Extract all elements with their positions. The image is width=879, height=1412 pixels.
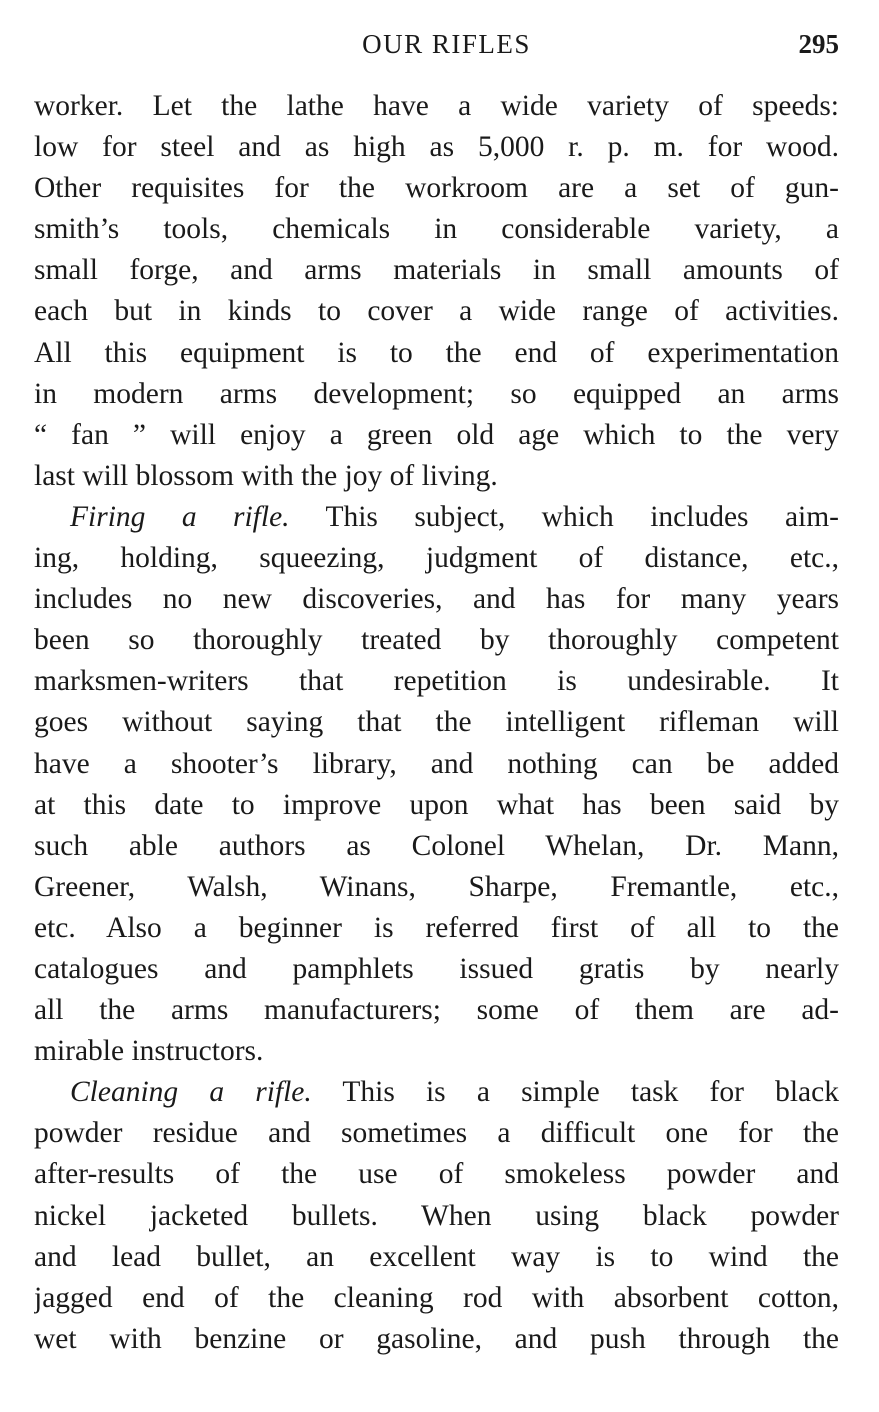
running-title: OUR RIFLES bbox=[362, 29, 531, 59]
text-line: smith’s tools, chemicals in considerable variety, a bbox=[34, 213, 839, 246]
text-line: “ fan ” will enjoy a green old age which to the very bbox=[34, 418, 839, 451]
text-line: jagged end of the cleaning rod with absorbent cotton, bbox=[34, 1281, 839, 1314]
text-line: All this equipment is to the end of experimentation bbox=[34, 336, 839, 369]
text-line: such able authors as Colonel Whelan, Dr. Mann, bbox=[34, 829, 839, 862]
text-run: This subject, which includes aim- bbox=[289, 500, 839, 533]
text-line: includes no new discoveries, and has for many years bbox=[34, 583, 839, 616]
text-line: wet with benzine or gasoline, and push through the bbox=[34, 1322, 839, 1355]
text-line: each but in kinds to cover a wide range of activities. bbox=[34, 295, 839, 328]
text-line: Other requisites for the workroom are a set of gun- bbox=[34, 172, 839, 205]
text-line: all the arms manufacturers; some of them are ad- bbox=[34, 994, 839, 1027]
text-line: after-results of the use of smokeless powder and bbox=[34, 1158, 839, 1191]
text-line: ing, holding, squeezing, judgment of distance, etc., bbox=[34, 542, 839, 575]
text-line: at this date to improve upon what has been said by bbox=[34, 788, 839, 821]
text-line: small forge, and arms materials in small amounts of bbox=[34, 254, 839, 287]
body-text bbox=[34, 86, 839, 1360]
text-line: goes without saying that the intelligent rifleman will bbox=[34, 706, 839, 739]
text-line: catalogues and pamphlets issued gratis by nearly bbox=[34, 952, 839, 985]
paragraph-heading: Cleaning a rifle. bbox=[70, 1076, 312, 1109]
text-line: marksmen-writers that repetition is undesirable. It bbox=[34, 665, 839, 698]
text-line: nickel jacketed bullets. When using black powder bbox=[34, 1199, 839, 1232]
text-line: low for steel and as high as 5,000 r. p. m. for wood. bbox=[34, 131, 839, 164]
text-line: etc. Also a beginner is referred first of all to the bbox=[34, 911, 839, 944]
paragraph-first-line bbox=[34, 497, 839, 538]
text-line: Greener, Walsh, Winans, Sharpe, Fremantle, etc., bbox=[34, 870, 839, 903]
paragraph-heading: Firing a rifle. bbox=[70, 500, 290, 533]
text-line: mirable instructors. bbox=[34, 1035, 264, 1068]
text-line: have a shooter’s library, and nothing can be added bbox=[34, 747, 839, 780]
text-line: last will blossom with the joy of living. bbox=[34, 459, 498, 492]
page-number: 295 bbox=[798, 29, 839, 59]
text-line: been so thoroughly treated by thoroughly competent bbox=[34, 624, 839, 657]
text-line: and lead bullet, an excellent way is to wind the bbox=[34, 1240, 839, 1273]
text-line: powder residue and sometimes a difficult one for the bbox=[34, 1117, 839, 1150]
text-run: This is a simple task for black bbox=[311, 1076, 839, 1109]
text-line: in modern arms development; so equipped an arms bbox=[34, 377, 839, 410]
paragraph-first-line bbox=[34, 1072, 839, 1113]
running-head bbox=[34, 26, 839, 62]
text-line: worker. Let the lathe have a wide variety of speeds: bbox=[34, 90, 839, 122]
